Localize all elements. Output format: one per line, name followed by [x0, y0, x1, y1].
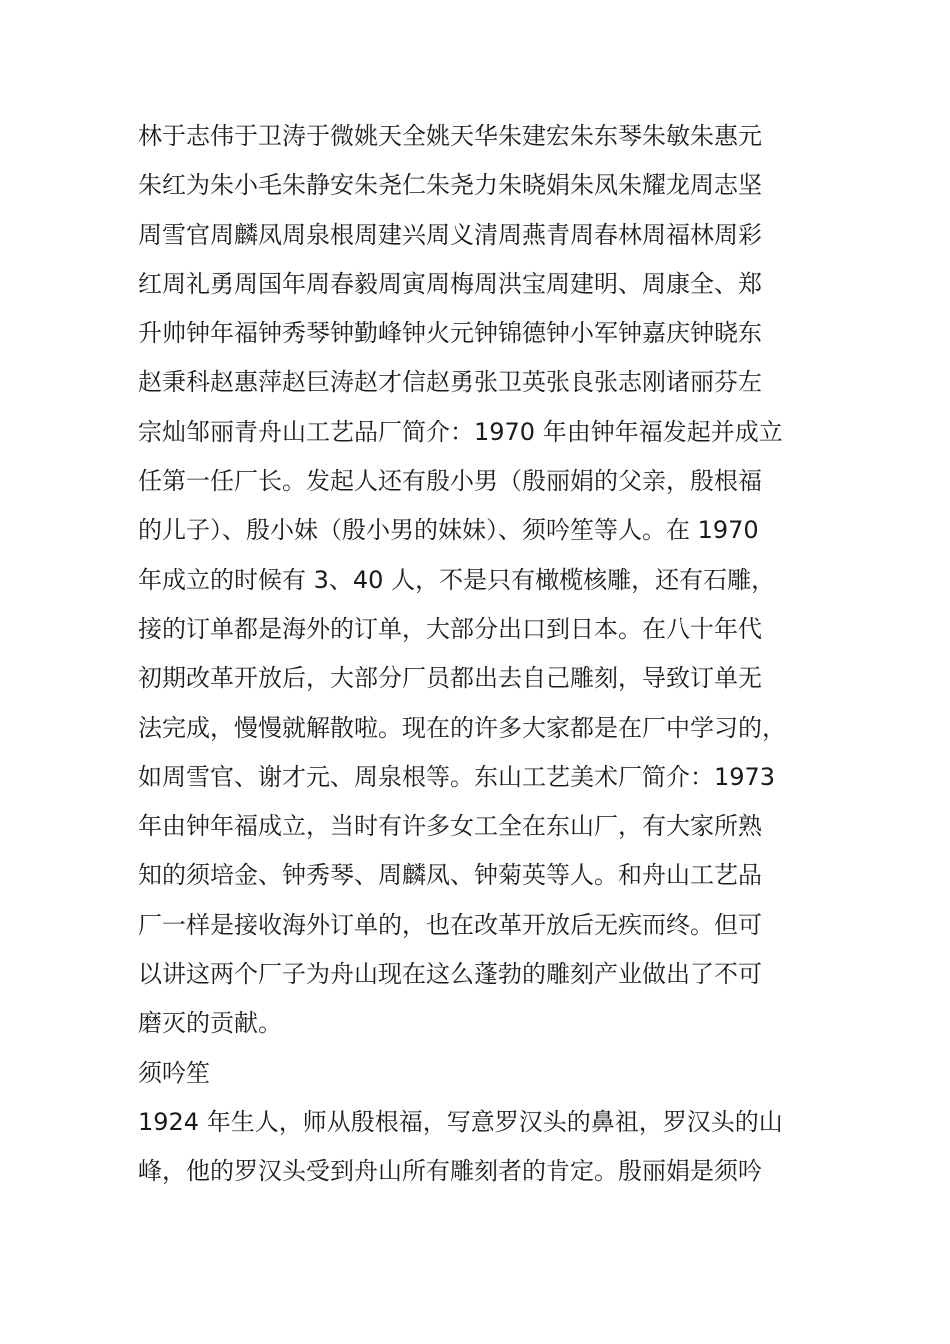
text-line: 磨灭的贡献。: [138, 1009, 282, 1038]
text-line: 1924 年生人，师从殷根福，写意罗汉头的鼻祖，罗汉头的山: [138, 1107, 783, 1136]
text-line: 初期改革开放后，大部分厂员都出去自己雕刻，导致订单无: [138, 664, 762, 693]
text-line: 年由钟年福成立，当时有许多女工全在东山厂，有大家所熟: [138, 812, 762, 841]
text-line: 宗灿邹丽青舟山工艺品厂简介：1970 年由钟年福发起并成立: [138, 417, 783, 446]
text-line: 红周礼勇周国年周春毅周寅周梅周洪宝周建明、周康全、郑: [138, 269, 762, 298]
section-heading: 须吟笙: [138, 1058, 210, 1087]
body-text: [138, 112, 828, 1197]
text-line: 厂一样是接收海外订单的，也在改革开放后无疾而终。但可: [138, 910, 762, 939]
text-line: 升帅钟年福钟秀琴钟勤峰钟火元钟锦德钟小军钟嘉庆钟晓东: [138, 319, 762, 348]
text-line: 林于志伟于卫涛于微姚天全姚天华朱建宏朱东琴朱敏朱惠元: [138, 122, 762, 150]
text-line: 峰，他的罗汉头受到舟山所有雕刻者的肯定。殷丽娟是须吟: [138, 1157, 762, 1186]
text-line: 接的订单都是海外的订单，大部分出口到日本。在八十年代: [138, 614, 762, 643]
text-line: 以讲这两个厂子为舟山现在这么蓬勃的雕刻产业做出了不可: [138, 960, 762, 989]
text-line: 朱红为朱小毛朱静安朱尧仁朱尧力朱晓娟朱凤朱耀龙周志坚: [138, 171, 762, 200]
text-line: 任第一任厂长。发起人还有殷小男（殷丽娟的父亲，殷根福: [138, 467, 762, 496]
text-line: 如周雪官、谢才元、周泉根等。东山工艺美术厂简介：1973: [138, 762, 776, 791]
text-line: 知的须培金、钟秀琴、周麟凤、钟菊英等人。和舟山工艺品: [138, 861, 762, 890]
text-line: 赵秉科赵惠萍赵巨涛赵才信赵勇张卫英张良张志刚诸丽芬左: [138, 368, 762, 397]
text-line: 的儿子）、殷小妹（殷小男的妹妹）、须吟笙等人。在 1970: [138, 516, 759, 545]
text-line: 法完成，慢慢就解散啦。现在的许多大家都是在厂中学习的，: [138, 713, 786, 742]
text-line: 周雪官周麟凤周泉根周建兴周义清周燕青周春林周福林周彩: [138, 220, 762, 249]
text-line: 年成立的时候有 3、40 人，不是只有橄榄核雕，还有石雕，: [138, 565, 776, 594]
